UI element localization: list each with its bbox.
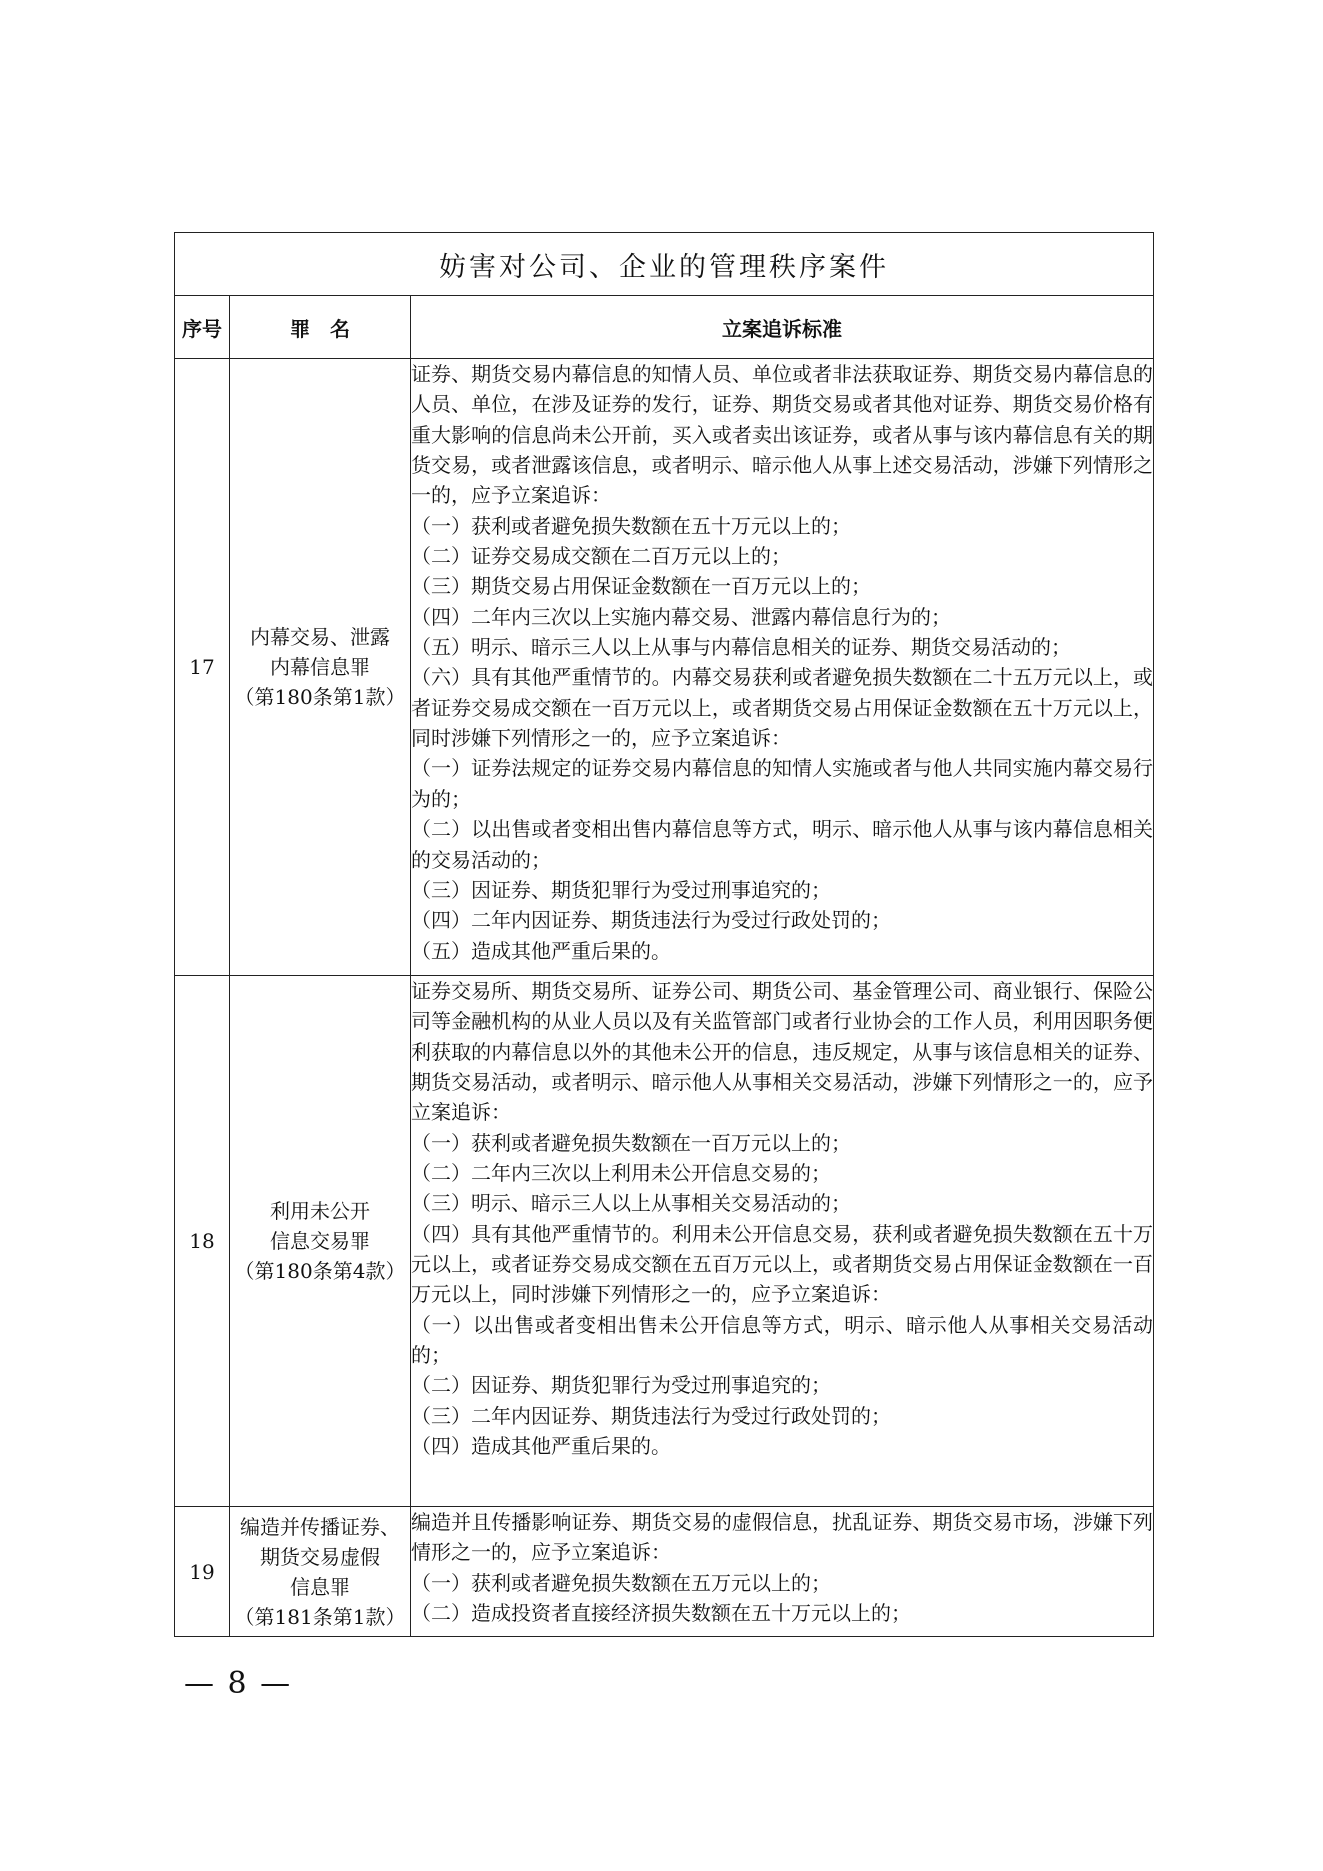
standard-item: （四）二年内因证券、期货违法行为受过行政处罚的；: [411, 908, 891, 933]
filing-standard: [411, 359, 1154, 976]
table-row: [175, 359, 1154, 976]
crime-name: [230, 1507, 411, 1637]
standard-item: （三）二年内因证券、期货违法行为受过行政处罚的；: [411, 1403, 891, 1428]
crime-article: （第180条第4款）: [234, 1259, 406, 1283]
standard-item: （一）获利或者避免损失数额在五万元以上的；: [411, 1570, 831, 1595]
crime-name: [230, 359, 411, 976]
crime-name-line: 信息交易罪: [270, 1229, 370, 1253]
filing-standard: [411, 976, 1154, 1507]
standard-item: （一）以出售或者变相出售未公开信息等方式，明示、暗示他人从事相关交易活动的；: [411, 1312, 1154, 1368]
standard-item: （二）因证券、期货犯罪行为受过刑事追究的；: [411, 1373, 831, 1398]
crime-article: （第180条第1款）: [234, 685, 406, 709]
row-number: 19: [175, 1507, 230, 1637]
standard-item: （二）以出售或者变相出售内幕信息等方式，明示、暗示他人从事与该内幕信息相关的交易活动的；: [411, 817, 1154, 872]
standard-item: （二）证券交易成交额在二百万元以上的；: [411, 544, 791, 569]
standard-item: （四）二年内三次以上实施内幕交易、泄露内幕信息行为的；: [411, 604, 951, 629]
header-name: 罪 名: [230, 296, 411, 359]
row-number: 18: [175, 976, 230, 1507]
crime-name-line: 内幕信息罪: [270, 655, 370, 679]
standard-item: （二）二年内三次以上利用未公开信息交易的；: [411, 1161, 831, 1186]
table-row: [175, 976, 1154, 1507]
row-number: 17: [175, 359, 230, 976]
crime-name: [230, 976, 411, 1507]
standard-preamble: 证券、期货交易内幕信息的知情人员、单位或者非法获取证券、期货交易内幕信息的人员、单位，在涉及证券的发行，证券、期货交易或者其他对证券、期货交易价格有重大影响的信息尚未公开前，买入或者卖出该证券，或者从事与该内幕信息有关的期货交易，或者泄露该信息，或者明示、暗示他人从事上述交易活动，涉嫌下列情形之一的，应予立案追诉：: [411, 362, 1154, 508]
crime-name-line: 编造并传播证券、: [240, 1514, 400, 1539]
standard-item: （三）明示、暗示三人以上从事相关交易活动的；: [411, 1191, 851, 1216]
crime-name-line: 期货交易虚假: [260, 1544, 380, 1569]
case-standards-table: [174, 232, 1154, 1637]
standard-preamble: 证券交易所、期货交易所、证券公司、期货公司、基金管理公司、商业银行、保险公司等金融机构的从业人员以及有关监管部门或者行业协会的工作人员，利用因职务便利获取的内幕信息以外的其他未公开的信息，违反规定，从事与该信息相关的证券、期货交易活动，或者明示、暗示他人从事相关交易活动，涉嫌下列情形之一的，应予立案追诉：: [411, 979, 1154, 1125]
table-title-row: [175, 233, 1154, 296]
standard-item: （三）期货交易占用保证金数额在一百万元以上的；: [411, 574, 871, 599]
standard-item: （二）造成投资者直接经济损失数额在五十万元以上的；: [411, 1601, 911, 1626]
crime-name-line: 利用未公开: [270, 1199, 370, 1223]
standard-item: （四）具有其他严重情节的。利用未公开信息交易，获利或者避免损失数额在五十万元以上，或者证券交易成交额在五百万元以上，或者期货交易占用保证金数额在一百万元以上，同时涉嫌下列情形之一的，应予立案追诉：: [411, 1221, 1154, 1307]
page-number: — 8 —: [184, 1666, 293, 1701]
standard-item: （一）获利或者避免损失数额在一百万元以上的；: [411, 1130, 851, 1155]
standard-preamble: 编造并且传播影响证券、期货交易的虚假信息，扰乱证券、期货交易市场，涉嫌下列情形之一的，应予立案追诉：: [411, 1510, 1154, 1565]
crime-name-line: 内幕交易、泄露: [250, 625, 390, 649]
table-header-row: [175, 296, 1154, 359]
filing-standard: [411, 1507, 1154, 1637]
standard-item: （五）明示、暗示三人以上从事与内幕信息相关的证券、期货交易活动的；: [411, 635, 1071, 660]
table-title: 妨害对公司、企业的管理秩序案件: [175, 233, 1154, 296]
table-row: [175, 1507, 1154, 1637]
crime-name-line: 信息罪: [290, 1574, 350, 1599]
standard-item: （三）因证券、期货犯罪行为受过刑事追究的；: [411, 877, 831, 902]
standard-item: （六）具有其他严重情节的。内幕交易获利或者避免损失数额在二十五万元以上，或者证券交易成交额在一百万元以上，或者期货交易占用保证金数额在五十万元以上，同时涉嫌下列情形之一的，应予立案追诉：: [411, 665, 1154, 751]
crime-article: （第181条第1款）: [234, 1604, 406, 1629]
standard-item: （一）获利或者避免损失数额在五十万元以上的；: [411, 513, 851, 538]
standard-item: （一）证券法规定的证券交易内幕信息的知情人实施或者与他人共同实施内幕交易行为的；: [411, 756, 1154, 811]
standard-item: （五）造成其他严重后果的。: [411, 938, 671, 963]
header-standard: 立案追诉标准: [411, 296, 1154, 359]
header-number: 序号: [175, 296, 230, 359]
standard-item: （四）造成其他严重后果的。: [411, 1434, 671, 1459]
